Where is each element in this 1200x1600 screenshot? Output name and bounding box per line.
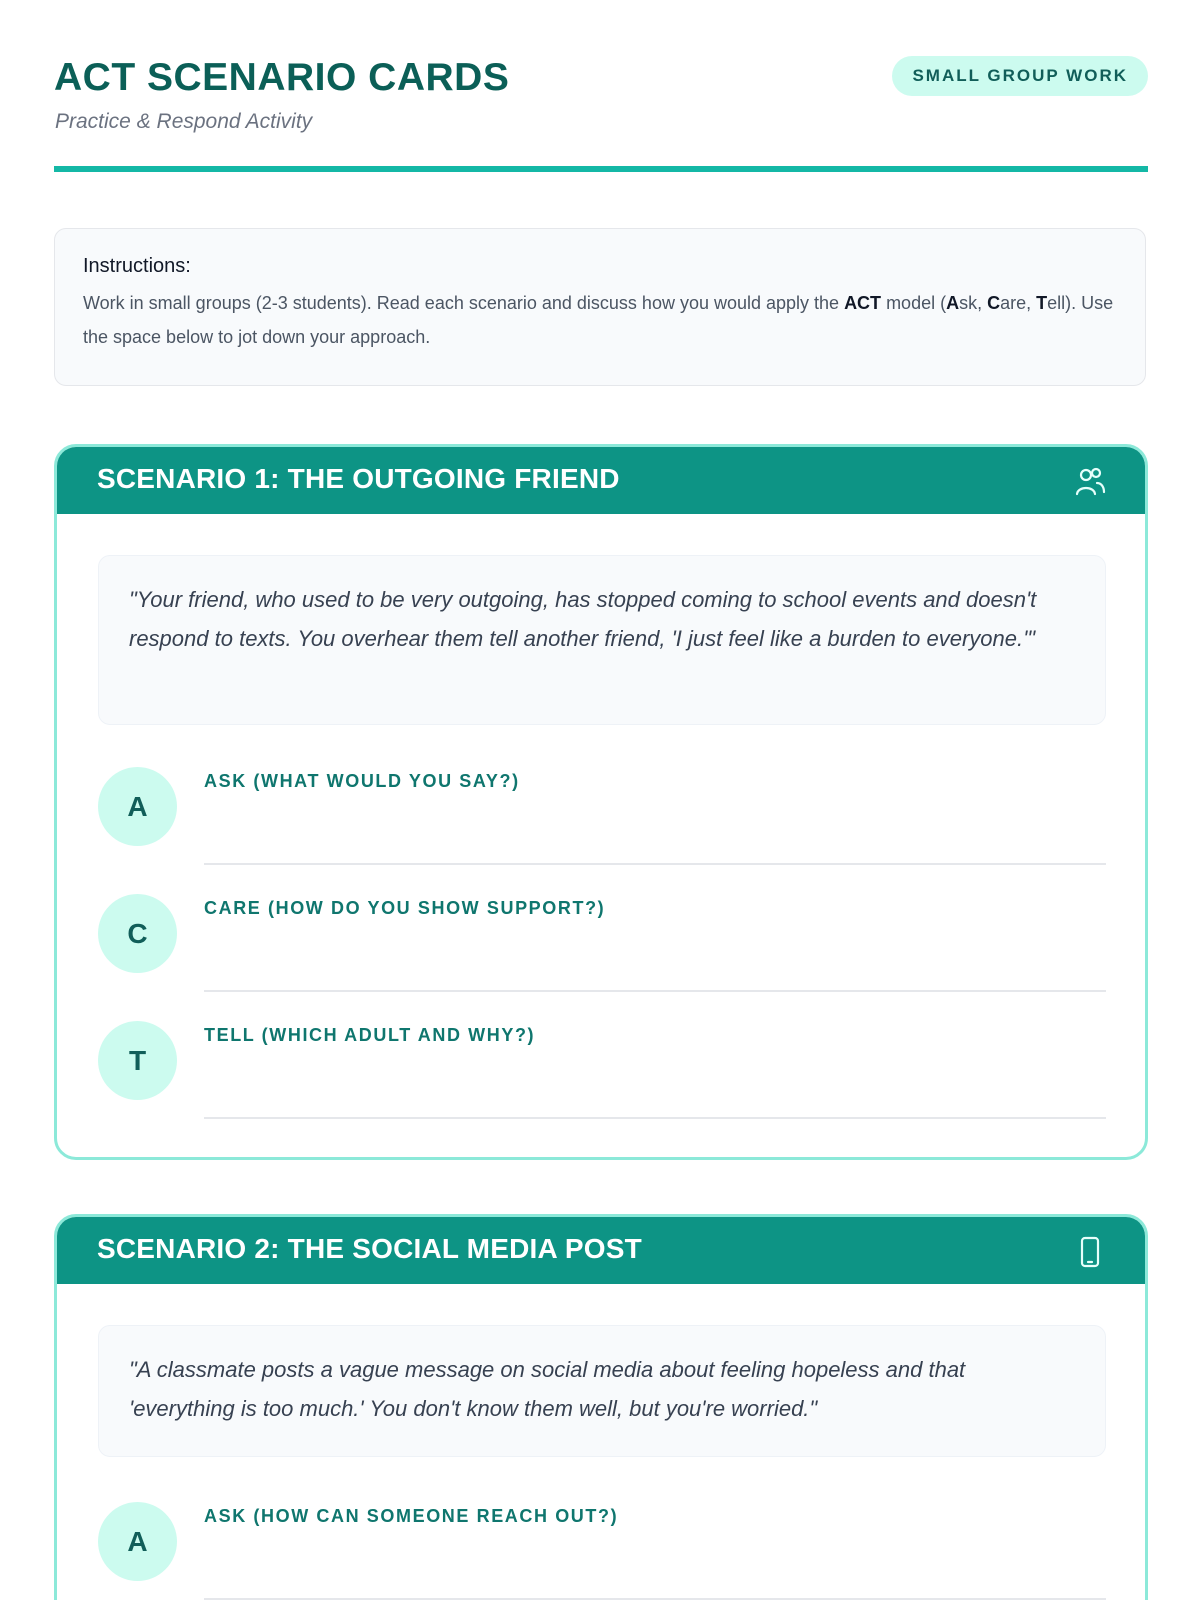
scenario-quote: "Your friend, who used to be very outgoing, has stopped coming to school events and doesn't respond to texts. You overhear them tell another friend, 'I just feel like a burden to everyone.'" [98,555,1106,725]
ask-response-row [98,767,1106,867]
tell-prompt: TELL (WHICH ADULT AND WHY?) [204,1025,536,1045]
tell-letter-badge: T [98,1021,177,1100]
care-letter-badge: C [98,894,177,973]
care-writing-line[interactable] [204,990,1106,992]
page-header [54,54,1148,174]
care-rest: are, [1000,293,1037,313]
instructions-text-before: Work in small groups (2-3 students). Read each scenario and discuss how you would apply the [83,293,845,313]
ask-letter-badge: A [98,1502,177,1581]
page-subtitle: Practice & Respond Activity [55,110,313,133]
ask-response-row [98,1502,1106,1600]
instructions-text [83,286,1117,354]
instructions-model-text: model ( [881,293,947,313]
header-divider [54,166,1148,172]
phone-icon [1073,1235,1107,1269]
instructions-box [54,228,1146,386]
tell-response-row [98,1021,1106,1121]
group-work-badge: SMALL GROUP WORK [892,56,1148,96]
tell-writing-line[interactable] [204,1117,1106,1119]
scenario-quote: "A classmate posts a vague message on social media about feeling hopeless and that 'everything is too much.' You don't know them well, but you're worried." [98,1325,1106,1457]
ask-letter-badge: A [98,767,177,846]
scenario-card-2 [54,1214,1148,1600]
ask-initial: A [946,293,960,313]
scenario-card-1 [54,444,1148,1160]
tell-initial: T [1036,293,1048,313]
ask-prompt: ASK (HOW CAN SOMEONE REACH OUT?) [204,1506,619,1526]
scenario-card-header [57,1217,1145,1284]
care-response-row [98,894,1106,994]
ask-writing-line[interactable] [204,863,1106,865]
users-icon [1073,465,1107,499]
ask-prompt: ASK (WHAT WOULD YOU SAY?) [204,771,520,791]
page-title: ACT SCENARIO CARDS [54,56,510,99]
instructions-title: Instructions: [83,255,191,277]
tell-rest: ell). Use the space below to jot down your approach. [83,293,1114,347]
scenario-title: SCENARIO 1: THE OUTGOING FRIEND [97,463,620,494]
act-model-name: ACT [844,293,882,313]
scenario-title: SCENARIO 2: THE SOCIAL MEDIA POST [97,1233,642,1264]
care-initial: C [987,293,1001,313]
scenario-card-header [57,447,1145,514]
ask-rest: sk, [959,293,988,313]
care-prompt: CARE (HOW DO YOU SHOW SUPPORT?) [204,898,606,918]
